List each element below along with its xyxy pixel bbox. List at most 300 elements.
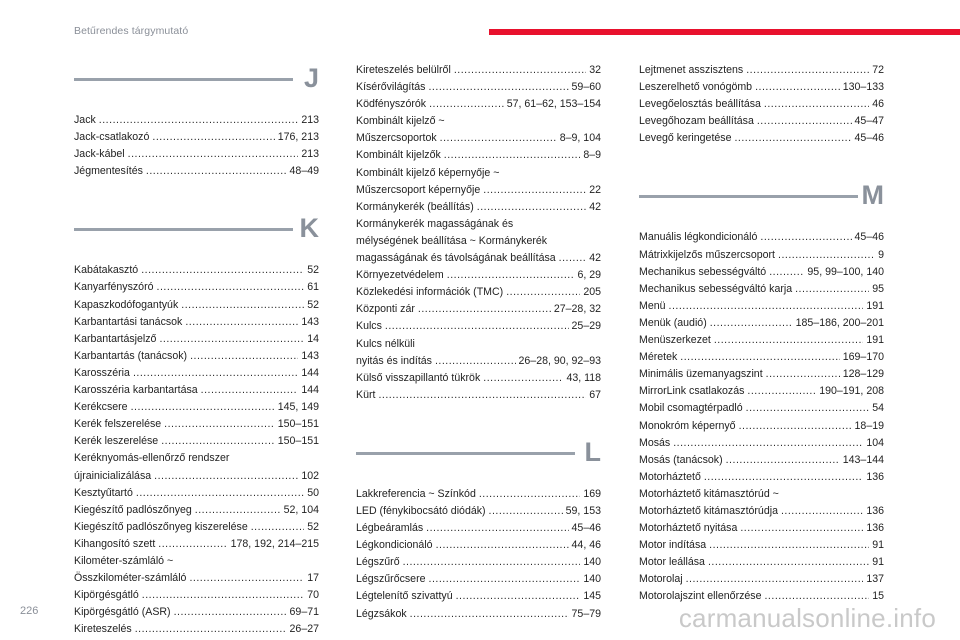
section-letter: J (303, 63, 319, 93)
index-page-ref: 52 (307, 298, 319, 311)
index-page-ref: 18–19 (854, 419, 884, 432)
dot-leader (714, 332, 863, 349)
index-page-ref: 70 (307, 589, 319, 602)
index-term: Mosás (tanácsok) (639, 453, 723, 466)
index-page-ref: 42 (589, 200, 601, 213)
dot-leader (764, 96, 869, 113)
header-accent-bar (489, 29, 960, 35)
index-entry (74, 433, 319, 450)
index-page-ref: 144 (301, 366, 319, 379)
index-entry (74, 297, 319, 314)
index-term: Kulcs (356, 320, 382, 333)
dot-leader (746, 62, 869, 79)
dot-leader (477, 199, 586, 216)
index-entry (74, 365, 319, 382)
dot-leader (161, 433, 275, 450)
index-page-ref: 104 (866, 436, 884, 449)
index-entry (639, 418, 884, 435)
index-entry (356, 537, 601, 554)
index-entry (639, 366, 884, 383)
section-header (639, 179, 884, 229)
index-entry (74, 502, 319, 519)
index-term: Levegőhozam beállítása (639, 115, 754, 128)
index-term: Kapaszkodófogantyúk (74, 298, 179, 311)
index-entry (74, 279, 319, 296)
index-entry (639, 113, 884, 130)
index-entry (356, 250, 601, 267)
index-entry (356, 554, 601, 571)
index-term: Összkilométer-számláló (74, 572, 187, 585)
index-page-ref: 178, 192, 214–215 (230, 537, 319, 550)
index-term: LED (fénykibocsátó diódák) (356, 504, 486, 517)
dot-leader (734, 130, 851, 147)
index-entry (639, 571, 884, 588)
index-entry (74, 163, 319, 180)
index-page-ref: 95 (872, 282, 884, 295)
index-term: Kesztyűtartó (74, 486, 133, 499)
index-page-ref: 185–186, 200–201 (795, 316, 884, 329)
index-entry (639, 130, 884, 147)
index-page-ref: 91 (872, 556, 884, 569)
index-page-ref: 91 (872, 539, 884, 552)
index-term: Jack (74, 114, 96, 126)
section-divider-line (356, 452, 575, 455)
dot-leader (154, 468, 298, 485)
dot-leader (680, 349, 839, 366)
index-term: Mechanikus sebességváltó karja (639, 282, 793, 295)
section-letter: M (861, 180, 884, 211)
index-entry (639, 383, 884, 400)
index-term: Karosszéria karbantartása (74, 384, 198, 397)
section-letter: K (299, 213, 319, 244)
dot-leader (201, 382, 299, 399)
index-page-ref: 67 (589, 388, 601, 401)
section-spacer (74, 180, 319, 212)
index-page-ref: 176, 213 (277, 131, 319, 144)
index-page-ref: 61 (307, 281, 319, 294)
index-term: Műszercsoport képernyője (356, 183, 481, 196)
dot-leader (559, 250, 587, 267)
index-term: Légbeáramlás (356, 522, 424, 535)
index-entry-prefix: Kilométer-számláló ~ (74, 554, 174, 567)
index-entry (356, 318, 601, 335)
dot-leader (447, 267, 575, 284)
index-entry (74, 382, 319, 399)
section-divider-line (74, 228, 293, 231)
dot-leader (760, 229, 851, 246)
index-term: Kipörgésgátló (74, 589, 139, 602)
index-entry (74, 129, 319, 146)
index-term: Mosás (639, 436, 671, 449)
index-entry (639, 520, 884, 537)
index-entry (74, 468, 319, 485)
index-term: nyitás és indítás (356, 354, 432, 367)
index-page-ref: 150–151 (277, 435, 319, 448)
index-entry (639, 315, 884, 332)
index-term: Menüszerkezet (639, 334, 711, 347)
page-number: 226 (20, 605, 39, 617)
dot-leader (142, 587, 304, 604)
index-entry (356, 370, 601, 387)
index-page-ref: 59, 153 (565, 504, 601, 517)
index-entry (356, 130, 601, 147)
index-page-ref: 43, 118 (566, 371, 601, 384)
dot-leader (133, 365, 298, 382)
index-entry (356, 79, 601, 96)
index-entry (639, 62, 884, 79)
index-term: Kipörgésgátló (ASR) (74, 606, 171, 619)
dot-leader (489, 503, 563, 520)
index-entry (74, 262, 319, 279)
dot-leader (755, 79, 840, 96)
index-page-ref: 45–47 (854, 115, 884, 128)
index-page-ref: 143–144 (842, 453, 884, 466)
index-page-ref: 213 (301, 148, 319, 161)
index-term: Kiegészítő padlószőnyeg (74, 503, 192, 516)
index-term: Jack-kábel (74, 148, 125, 161)
index-term: Motor indítása (639, 539, 707, 552)
index-page-ref: 6, 29 (577, 269, 601, 282)
index-term: Környezetvédelem (356, 269, 444, 282)
index-entry (356, 96, 601, 113)
index-term: Méretek (639, 351, 678, 364)
index-term: Kerék leszerelése (74, 435, 159, 448)
dot-leader (141, 262, 304, 279)
index-page-ref: 137 (866, 573, 884, 586)
index-page-ref: 72 (872, 64, 884, 76)
index-page-ref: 52 (307, 264, 319, 277)
index-term: Karbantartás (tanácsok) (74, 349, 188, 362)
dot-leader (686, 571, 864, 588)
index-entry (74, 348, 319, 365)
index-entry (356, 62, 601, 79)
index-entry (74, 146, 319, 163)
dot-leader (181, 297, 304, 314)
dot-leader (174, 604, 287, 621)
index-page-ref: 52, 104 (283, 503, 319, 516)
dot-leader (159, 331, 304, 348)
index-term: Karbantartásjelző (74, 332, 157, 345)
index-entry (356, 301, 601, 318)
index-entry (74, 485, 319, 502)
dot-leader (190, 348, 298, 365)
index-term: Légkondicionáló (356, 539, 433, 552)
index-entry (74, 570, 319, 587)
dot-leader (378, 387, 586, 404)
index-term: Mátrixkijelzős műszercsoport (639, 248, 775, 261)
index-entry (356, 267, 601, 284)
section-header (74, 212, 319, 262)
index-page-ref: 169 (583, 487, 601, 500)
index-term: Központi zár (356, 303, 415, 316)
index-page-ref: 45–46 (571, 522, 601, 535)
dot-leader (136, 485, 304, 502)
index-page-ref: 52 (307, 520, 319, 533)
index-term: Légszűrőcsere (356, 573, 426, 586)
index-term: Monokróm képernyő (639, 419, 736, 432)
index-term: Kabátakasztó (74, 264, 139, 277)
dot-leader (440, 130, 557, 147)
dot-leader (769, 264, 804, 281)
dot-leader (435, 353, 516, 370)
index-entry (74, 604, 319, 621)
index-page-ref: 75–79 (571, 607, 601, 620)
index-term: MirrorLink csatlakozás (639, 385, 745, 398)
index-term: Motorháztető nyitása (639, 522, 738, 535)
index-term: Közlekedési információk (TMC) (356, 286, 504, 299)
index-page-ref: 69–71 (289, 606, 319, 619)
index-entry (74, 331, 319, 348)
index-page-ref: 102 (301, 469, 319, 482)
index-page-ref: 45–46 (854, 132, 884, 145)
index-page-ref: 169–170 (842, 351, 884, 364)
dot-leader (479, 486, 580, 503)
index-term: Minimális üzemanyagszint (639, 368, 763, 381)
index-page-ref: 50 (307, 486, 319, 499)
index-page-ref: 54 (872, 402, 884, 415)
index-term: Motorháztető kitámasztórúdja (639, 504, 778, 517)
index-entry-prefix: Kulcs nélküli (356, 337, 415, 350)
dot-leader (195, 502, 281, 519)
dot-leader (766, 366, 840, 383)
dot-leader (152, 129, 274, 146)
index-column-3 (639, 62, 884, 606)
index-entry (639, 247, 884, 264)
index-page-ref: 136 (866, 504, 884, 517)
index-term: Lejtmenet asszisztens (639, 64, 744, 76)
index-term: Kireteszelés (74, 623, 132, 636)
index-term: Légszűrő (356, 556, 400, 569)
index-entry (356, 147, 601, 164)
index-entry-prefix: Kormánykerék magasságának és (356, 217, 514, 230)
dot-leader (483, 182, 586, 199)
index-term: Jack-csatlakozó (74, 131, 150, 144)
index-page-ref: 59–60 (571, 81, 601, 94)
watermark: carmanualsonline.info (678, 603, 936, 633)
index-page-ref: 25–29 (571, 320, 601, 333)
index-page-ref: 136 (866, 522, 884, 535)
index-page-ref: 143 (301, 349, 319, 362)
index-entry-prefix: Motorháztető kitámasztórúd ~ (639, 487, 779, 500)
index-term: Lakkreferencia ~ Színkód (356, 487, 476, 500)
dot-leader (708, 554, 869, 571)
section-spacer (639, 147, 884, 179)
index-term: Jégmentesítés (74, 165, 143, 178)
dot-leader (778, 247, 875, 264)
index-term: Karosszéria (74, 366, 130, 379)
index-term: Külső visszapillantó tükrök (356, 371, 481, 384)
index-entry (639, 96, 884, 113)
section-divider-line (74, 78, 293, 81)
index-entry (356, 182, 601, 199)
index-term: Kireteszelés belülről (356, 64, 451, 76)
dot-leader (669, 298, 864, 315)
dot-leader (746, 400, 870, 417)
dot-leader (456, 588, 581, 605)
index-page-ref: 205 (583, 286, 601, 299)
index-page-ref: 8–9, 104 (559, 132, 601, 145)
index-entry (74, 621, 319, 638)
index-term: Levegőelosztás beállítása (639, 98, 761, 111)
index-term: Kerék felszerelése (74, 418, 162, 431)
dot-leader (410, 606, 569, 623)
index-page-ref: 22 (589, 183, 601, 196)
index-page-ref: 150–151 (277, 418, 319, 431)
index-entry (74, 399, 319, 416)
index-term: Motorolajszint ellenőrzése (639, 590, 762, 603)
index-page-ref: 27–28, 32 (553, 303, 601, 316)
dot-leader (436, 537, 569, 554)
dot-leader (189, 570, 304, 587)
dot-leader (704, 469, 863, 486)
index-term: Menük (audió) (639, 316, 707, 329)
index-entry (639, 554, 884, 571)
index-term: Kürt (356, 388, 376, 401)
dot-leader (483, 370, 563, 387)
index-term: Kombinált kijelzők (356, 149, 441, 162)
index-entry-prefix: Kombinált kijelző képernyője ~ (356, 166, 500, 179)
index-entry (356, 520, 601, 537)
dot-leader (710, 315, 793, 332)
dot-leader (428, 79, 568, 96)
section-spacer (356, 404, 601, 436)
dot-leader (157, 279, 305, 296)
index-entry (639, 332, 884, 349)
index-term: Menü (639, 299, 666, 312)
index-term: Leszerelhető vonógömb (639, 81, 753, 94)
index-entry (356, 199, 601, 216)
index-page-ref: 57, 61–62, 153–154 (506, 98, 601, 111)
index-page-ref: 143 (301, 315, 319, 328)
index-entry (639, 537, 884, 554)
index-entry (639, 298, 884, 315)
dot-leader (128, 146, 299, 163)
index-page-ref: 130–133 (842, 81, 884, 94)
index-entry (639, 79, 884, 96)
page-header-title: Betűrendes tárgymutató (74, 25, 189, 37)
dot-leader (739, 418, 852, 435)
dot-leader (131, 399, 275, 416)
section-letter: L (584, 436, 601, 467)
index-column-2 (356, 62, 601, 623)
index-page-ref: 95, 99–100, 140 (807, 265, 884, 278)
dot-leader (740, 520, 863, 537)
index-entry (74, 587, 319, 604)
index-entry (74, 536, 319, 553)
index-page-ref: 190–191, 208 (819, 385, 884, 398)
index-page-ref: 46 (872, 98, 884, 111)
dot-leader (99, 112, 299, 129)
index-page-ref: 213 (301, 114, 319, 126)
index-page-ref: 145 (583, 590, 601, 603)
index-page-ref: 14 (307, 332, 319, 345)
index-term: Kanyarfényszóró (74, 281, 154, 294)
index-page-ref: 32 (589, 64, 601, 76)
dot-leader (426, 520, 568, 537)
section-header (356, 436, 601, 486)
index-term: Kihangosító szett (74, 537, 156, 550)
index-entry (639, 452, 884, 469)
index-entry-prefix: Kombinált kijelző ~ (356, 115, 445, 128)
index-entry (74, 416, 319, 433)
index-term: Levegő keringetése (639, 132, 732, 145)
index-entry (356, 486, 601, 503)
dot-leader (135, 621, 287, 638)
dot-leader (185, 314, 298, 331)
index-term: Műszercsoportok (356, 132, 437, 145)
index-term: újrainicializálása (74, 469, 152, 482)
index-page-ref: 45–46 (854, 231, 884, 244)
section-header (74, 62, 319, 112)
index-term: Kísérővilágítás (356, 81, 426, 94)
dot-leader (454, 62, 586, 79)
dot-leader (726, 452, 840, 469)
index-entry (74, 519, 319, 536)
index-page-ref: 17 (307, 572, 319, 585)
index-page-ref: 26–27 (289, 623, 319, 636)
index-term: Mechanikus sebességváltó (639, 265, 767, 278)
index-term: Motorolaj (639, 573, 683, 586)
index-term: Mobil csomagtérpadló (639, 402, 743, 415)
index-term: Ködfényszórók (356, 98, 427, 111)
index-entry (356, 588, 601, 605)
index-page-ref: 191 (866, 299, 884, 312)
dot-leader (385, 318, 569, 335)
dot-leader (444, 147, 581, 164)
dot-leader (757, 113, 852, 130)
index-term: Kormánykerék (beállítás) (356, 200, 474, 213)
dot-leader (164, 416, 275, 433)
dot-leader (403, 554, 581, 571)
index-entry (356, 571, 601, 588)
index-entry (639, 469, 884, 486)
index-term: Karbantartási tanácsok (74, 315, 183, 328)
dot-leader (251, 519, 304, 536)
index-term: Légzsákok (356, 607, 407, 620)
index-entry (356, 284, 601, 301)
index-page-ref: 136 (866, 470, 884, 483)
index-term: Motorháztető (639, 470, 701, 483)
index-entry (356, 353, 601, 370)
index-page-ref: 140 (583, 573, 601, 586)
index-entry (639, 435, 884, 452)
index-page-ref: 9 (878, 248, 884, 261)
dot-leader (418, 301, 551, 318)
index-entry (356, 387, 601, 404)
index-page-ref: 42 (589, 252, 601, 265)
dot-leader (146, 163, 287, 180)
index-term: Kerékcsere (74, 401, 128, 414)
index-entry (639, 264, 884, 281)
dot-leader (795, 281, 869, 298)
index-term: Manuális légkondicionáló (639, 231, 758, 244)
index-entry-term-line: mélységének beállítása ~ Kormánykerék (356, 234, 548, 247)
index-entry (74, 112, 319, 129)
index-term: Kiegészítő padlószőnyeg kiszerelése (74, 520, 248, 533)
index-entry (639, 400, 884, 417)
dot-leader (673, 435, 863, 452)
dot-leader (781, 503, 863, 520)
index-page-ref: 48–49 (289, 165, 319, 178)
index-page-ref: 26–28, 90, 92–93 (518, 354, 601, 367)
index-page-ref: 8–9 (583, 149, 601, 162)
index-page-ref: 140 (583, 556, 601, 569)
index-column-1 (74, 62, 319, 638)
index-term: Motor leállása (639, 556, 705, 569)
dot-leader (429, 96, 504, 113)
index-term: magasságának és távolságának beállítása (356, 252, 556, 265)
index-entry (639, 503, 884, 520)
